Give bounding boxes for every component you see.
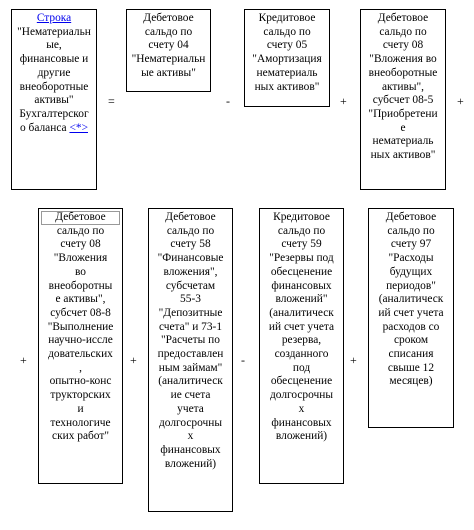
- box-line: Кредитовое: [258, 12, 316, 24]
- equals-operator: =: [108, 94, 115, 108]
- box-line: "Финансовые: [157, 252, 224, 265]
- formula-box-account-97: [368, 208, 454, 428]
- box-line: Дебетовое: [385, 211, 437, 223]
- box-line: ые активы": [141, 66, 196, 79]
- box-line: "Приобретени: [368, 107, 438, 120]
- box-line: во: [75, 265, 86, 278]
- box-line: сальдо по: [166, 224, 215, 237]
- box-line: учета: [177, 402, 204, 415]
- plus-operator: +: [457, 94, 464, 108]
- box-line: о баланса: [20, 121, 67, 134]
- box-line: Дебетовое: [165, 211, 216, 223]
- box-line: опытно-конс: [49, 375, 112, 388]
- box-line: внеоборотны: [48, 279, 113, 292]
- box-line: довательских: [48, 348, 113, 361]
- box-line: вложений): [164, 457, 217, 470]
- box-line: под: [292, 361, 311, 374]
- box-line: свыше 12: [387, 361, 435, 374]
- box-line: созданного: [274, 348, 329, 361]
- box-line: (аналитическ: [158, 375, 223, 388]
- box-line: нематериаль: [256, 66, 318, 79]
- box-line: активы",: [381, 80, 425, 93]
- box-line: будущих: [389, 265, 433, 278]
- box-line: ,: [79, 361, 82, 374]
- box-line: и: [77, 402, 84, 415]
- formula-box-account-08-5: [360, 9, 446, 190]
- formula-box-account-59: [259, 208, 344, 484]
- box-line: "Вложения: [53, 252, 108, 265]
- box-line: счету 58: [170, 238, 211, 251]
- formula-box-balance-line: [11, 9, 97, 190]
- box-line: технологиче: [50, 416, 111, 429]
- box-line: вложений): [275, 430, 328, 443]
- box-line: Бухгалтерског: [19, 107, 89, 120]
- box-line: "Выполнение: [47, 320, 114, 333]
- box-line: научно-иссле: [48, 334, 113, 347]
- box-line: х: [298, 402, 305, 415]
- box-line: ских работ": [52, 430, 109, 443]
- box-line: финансовых: [271, 279, 332, 292]
- box-line: Дебетовое: [377, 12, 429, 24]
- box-line: Дебетовое: [143, 12, 194, 24]
- box-line: финансовых: [160, 443, 221, 456]
- box-line: субсчет 08-5: [372, 94, 434, 107]
- box-line: счету 08: [60, 238, 101, 251]
- box-line: предоставлен: [157, 348, 224, 361]
- box-line: "Расходы: [388, 252, 434, 265]
- box-line: ые,: [46, 39, 62, 52]
- box-line: счету 08: [382, 39, 424, 52]
- footnote-reference-link[interactable]: <*>: [69, 121, 88, 134]
- box-line: долгосрочны: [269, 389, 334, 402]
- box-line: "Нематериальн: [17, 25, 91, 38]
- box-line: месяцев): [389, 375, 433, 388]
- box-line: "Резервы под: [269, 252, 334, 265]
- box-line: сальдо по: [56, 224, 105, 237]
- box-line: е активы",: [55, 293, 106, 306]
- box-line: Кредитовое: [273, 211, 330, 223]
- box-line: ных активов": [254, 80, 320, 93]
- box-line: сальдо по: [277, 224, 326, 237]
- box-line: счету 05: [266, 39, 308, 52]
- box-line: внеоборотные: [368, 66, 438, 79]
- line-link[interactable]: Строка: [36, 12, 72, 24]
- box-line: нематериаль: [372, 135, 434, 148]
- box-line: расходов со: [382, 320, 440, 333]
- formula-box-account-04: [126, 9, 211, 92]
- box-line: периодов": [386, 279, 436, 292]
- box-line: ие счета: [170, 389, 211, 402]
- box-line: субсчет 08-8: [50, 306, 111, 319]
- minus-operator: -: [241, 353, 245, 367]
- box-line: "Депозитные: [158, 306, 223, 319]
- box-line: х: [187, 430, 194, 443]
- box-line: "Нематериальн: [131, 53, 206, 66]
- box-line: ных активов": [370, 149, 436, 162]
- plus-operator: +: [20, 353, 27, 367]
- plus-operator: +: [130, 353, 137, 367]
- plus-operator: +: [350, 353, 357, 367]
- box-line: сальдо по: [387, 224, 435, 237]
- box-line: другие: [37, 66, 71, 79]
- box-line: "Вложения во: [369, 53, 437, 66]
- formula-box-account-58: [148, 208, 233, 512]
- box-line: активы": [34, 94, 74, 107]
- plus-operator: +: [340, 94, 347, 108]
- box-line: ий счет учета: [268, 320, 335, 333]
- box-line: счету 04: [148, 39, 189, 52]
- box-line: сальдо по: [379, 25, 427, 38]
- box-line: ий счет учета: [378, 306, 444, 319]
- box-line: ным займам": [158, 361, 223, 374]
- box-line: обесценение: [270, 375, 333, 388]
- box-line: сальдо по: [144, 25, 193, 38]
- box-line: счету 59: [281, 238, 322, 251]
- box-line: е: [400, 121, 406, 134]
- box-line: сроком: [393, 334, 429, 347]
- box-line: вложения",: [163, 265, 218, 278]
- box-line: Дебетовое: [41, 211, 120, 225]
- box-line: "Амортизация: [252, 53, 322, 66]
- formula-box-account-08-8: [38, 208, 123, 484]
- box-line: списания: [388, 348, 434, 361]
- box-line: обесценение: [270, 265, 333, 278]
- box-line: вложений": [275, 293, 328, 306]
- box-line: долгосрочны: [158, 416, 223, 429]
- minus-operator: -: [226, 94, 230, 108]
- box-line: финансовые и: [19, 53, 89, 66]
- formula-box-account-05: [244, 9, 330, 107]
- box-line: 55-3: [180, 293, 201, 306]
- box-line: субсчетам: [165, 279, 216, 292]
- box-line: счету 97: [390, 238, 432, 251]
- box-line: финансовых: [271, 416, 332, 429]
- box-line: счета" и 73-1: [158, 320, 223, 333]
- box-line: трукторских: [50, 389, 111, 402]
- box-line: внеоборотные: [19, 80, 89, 93]
- box-line: (аналитическ: [269, 306, 334, 319]
- box-line: резерва,: [281, 334, 322, 347]
- box-line: (аналитическ: [378, 293, 444, 306]
- box-line: "Расчеты по: [161, 334, 220, 347]
- box-line: сальдо по: [263, 25, 311, 38]
